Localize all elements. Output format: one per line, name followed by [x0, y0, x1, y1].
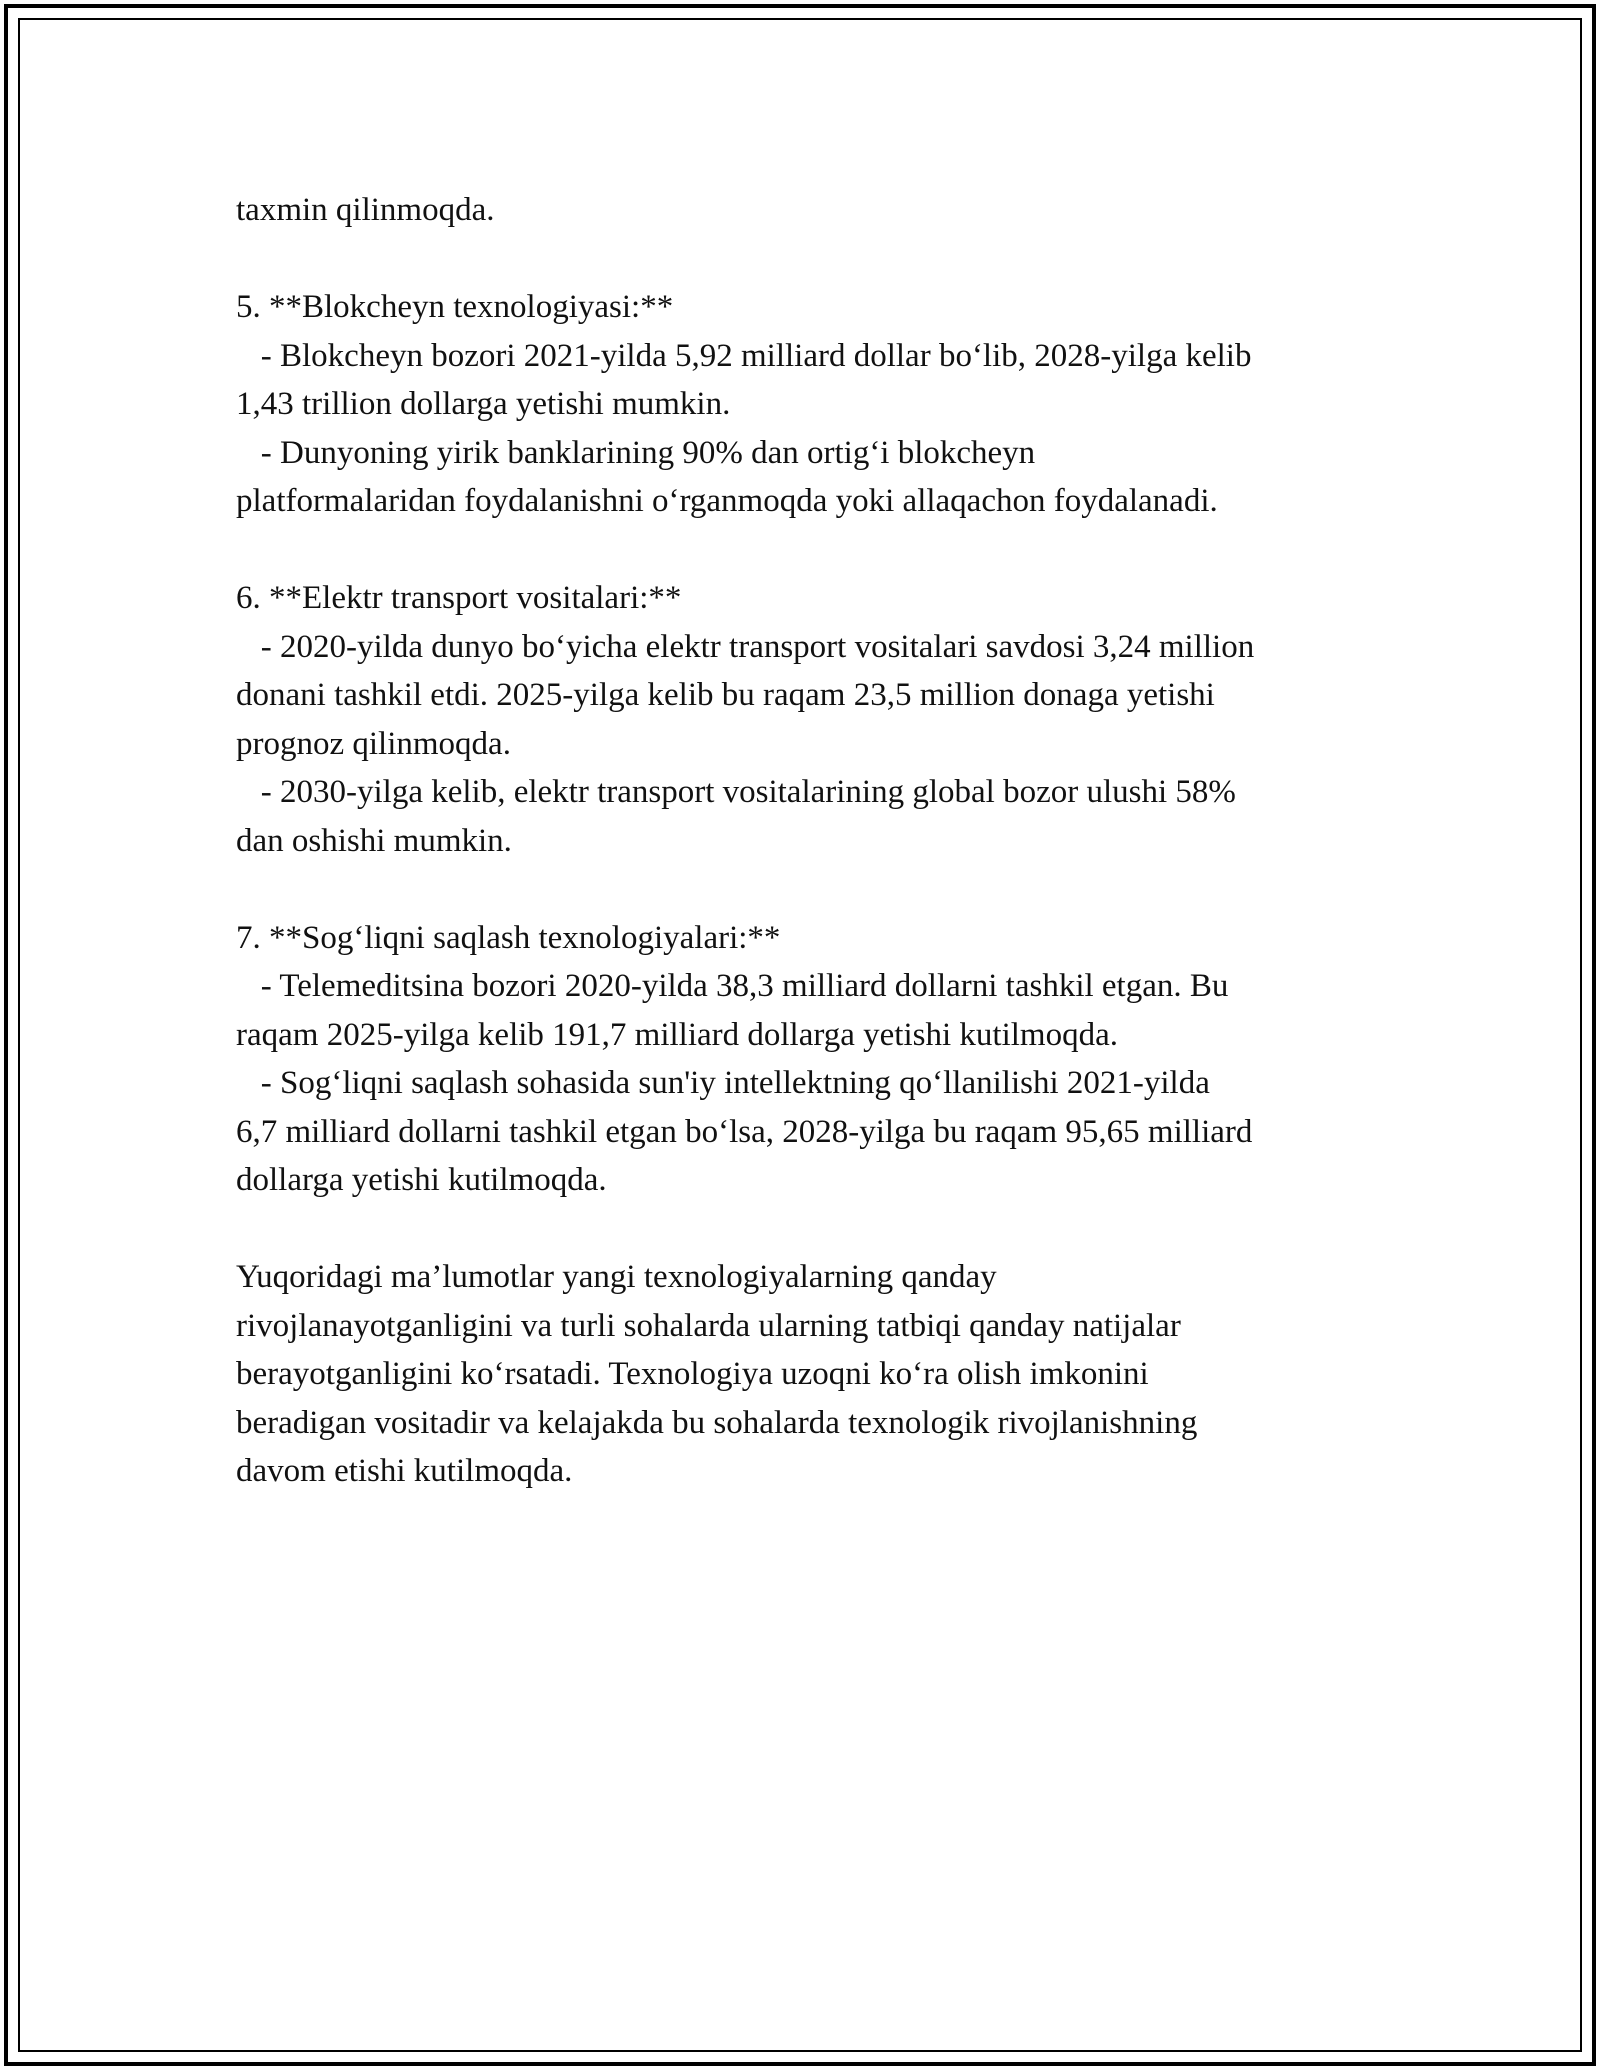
text-line: dan oshishi mumkin. — [236, 822, 512, 859]
paragraph-gap — [236, 1205, 1386, 1254]
text-line: beradigan vositadir va kelajakda bu sohalarda texnologik rivojlanishning — [236, 1404, 1198, 1441]
section-blockchain — [236, 283, 1386, 526]
section-heading: 7. **Sog‘liqni saqlash texnologiyalari:** — [236, 919, 781, 956]
paragraph-gap — [236, 526, 1386, 575]
text-line: rivojlanayotganligini va turli sohalarda ularning tatbiqi qanday natijalar — [236, 1307, 1181, 1344]
intro-paragraph — [236, 186, 1386, 235]
section-health-tech — [236, 914, 1386, 1205]
text-line: platformalaridan foydalanishni o‘rganmoqda yoki allaqachon foydalanadi. — [236, 483, 1218, 519]
text-line: prognoz qilinmoqda. — [236, 725, 511, 762]
text-line: 1,43 trillion dollarga yetishi mumkin. — [236, 386, 731, 422]
text-line: raqam 2025-yilga kelib 191,7 milliard dollarga yetishi kutilmoqda. — [236, 1016, 1118, 1053]
paragraph-gap — [236, 865, 1386, 914]
text-line: - Blokcheyn bozori 2021-yilda 5,92 milliard dollar bo‘lib, 2028-yilga kelib — [236, 337, 1252, 374]
text-line: - 2020-yilda dunyo bo‘yicha elektr transport vositalari savdosi 3,24 million — [236, 628, 1255, 665]
text-line: taxmin qilinmoqda. — [236, 192, 495, 228]
text-line: - 2030-yilga kelib, elektr transport vositalarining global bozor ulushi 58% — [236, 774, 1236, 810]
text-line: 6,7 milliard dollarni tashkil etgan bo‘lsa, 2028-yilga bu raqam 95,65 milliard — [236, 1113, 1253, 1150]
text-line: berayotganligini ko‘rsatadi. Texnologiya uzoqni ko‘ra olish imkonini — [236, 1356, 1149, 1392]
text-line: - Sog‘liqni saqlash sohasida sun'iy intellektning qo‘llanilishi 2021-yilda — [236, 1065, 1210, 1101]
document-body — [236, 186, 1386, 1496]
section-electric-transport — [236, 574, 1386, 865]
conclusion-paragraph — [236, 1253, 1386, 1496]
text-line: Yuqoridagi ma’lumotlar yangi texnologiyalarning qanday — [236, 1259, 997, 1295]
section-heading: 6. **Elektr transport vositalari:** — [236, 580, 682, 616]
text-line: donani tashkil etdi. 2025-yilga kelib bu raqam 23,5 million donaga yetishi — [236, 677, 1215, 713]
paragraph-gap — [236, 235, 1386, 284]
text-line: dollarga yetishi kutilmoqda. — [236, 1162, 607, 1198]
text-line: davom etishi kutilmoqda. — [236, 1453, 573, 1489]
section-heading: 5. **Blokcheyn texnologiyasi:** — [236, 289, 674, 325]
text-line: - Dunyoning yirik banklarining 90% dan ortig‘i blokcheyn — [236, 434, 1036, 471]
text-line: - Telemeditsina bozori 2020-yilda 38,3 milliard dollarni tashkil etgan. Bu — [236, 968, 1229, 1004]
